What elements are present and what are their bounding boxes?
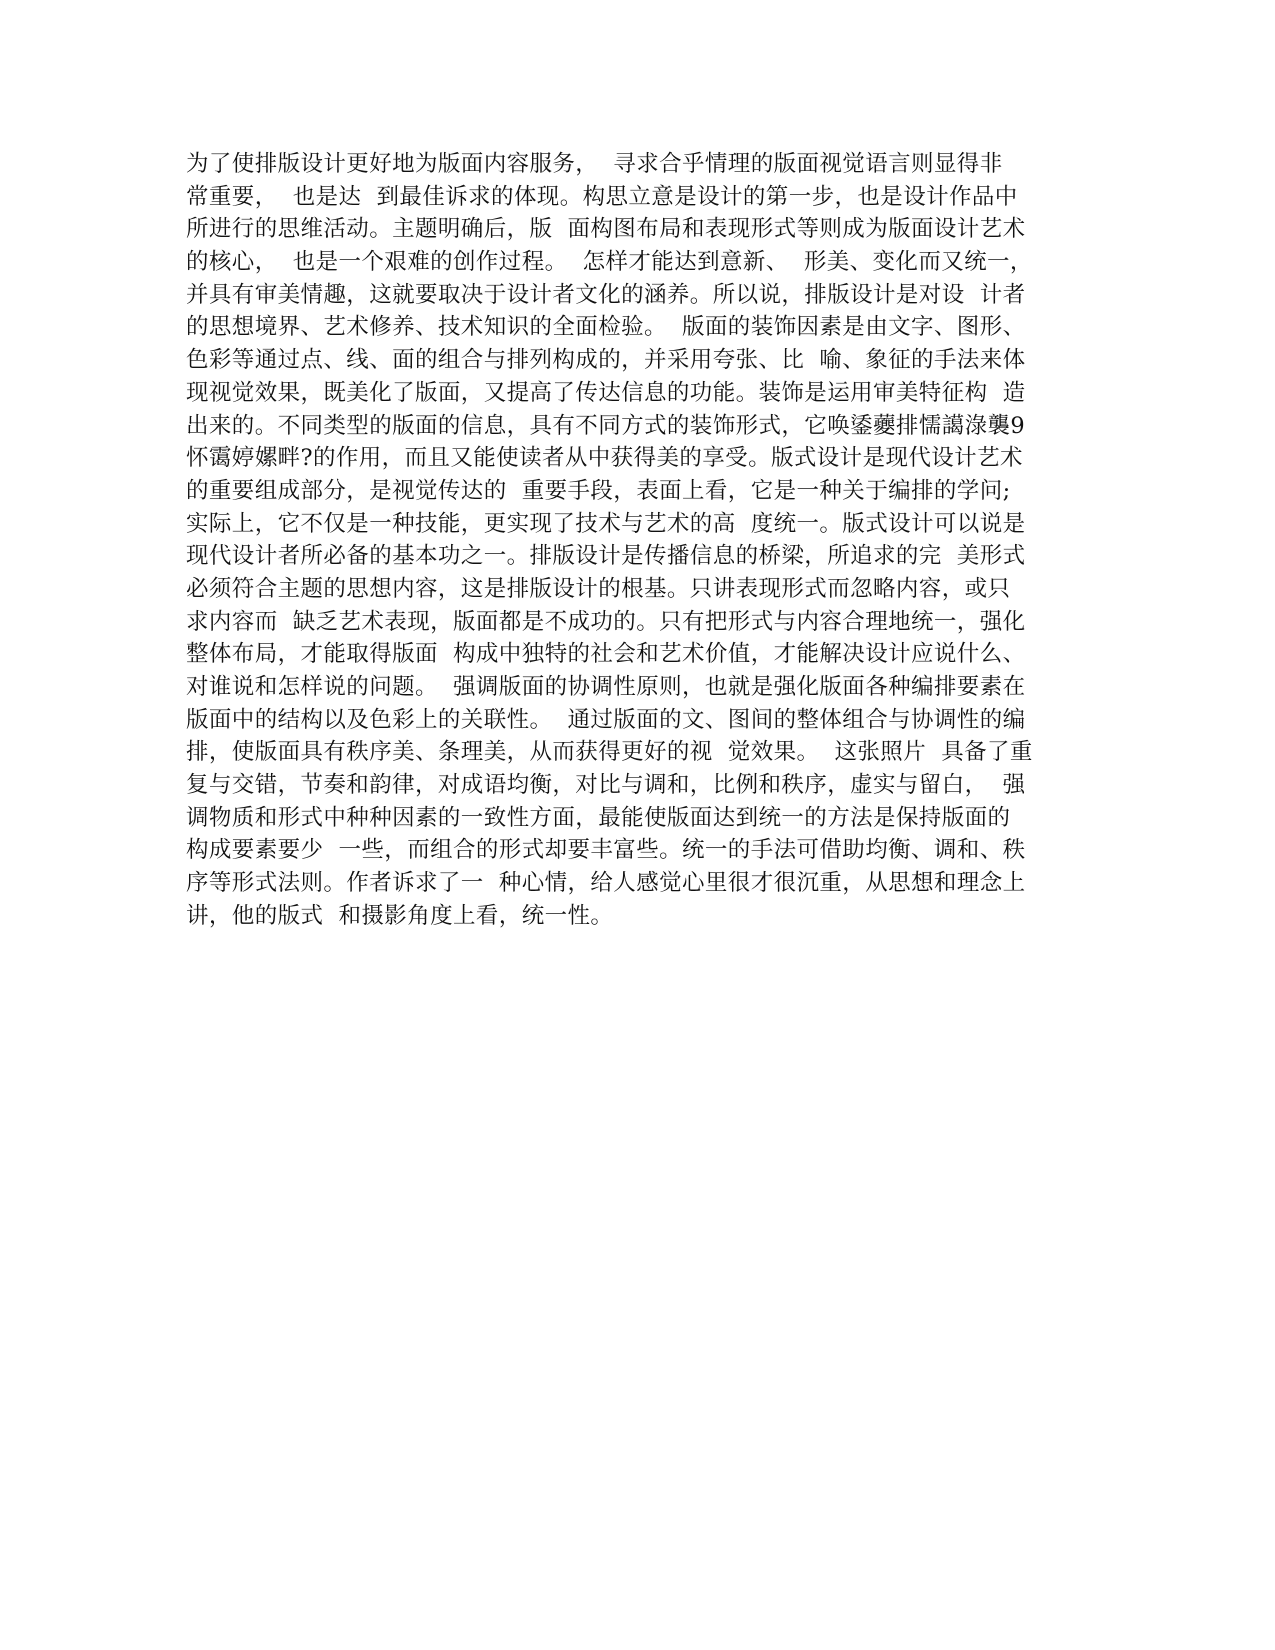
text-line: 出来的。不同类型的版面的信息，具有不同方式的装饰形式，它唤鋈虁排懦譪淥襲9 (186, 412, 1026, 439)
text-line: 现视觉效果，既美化了版面，又提高了传达信息的功能。装饰是运用审美特征构 造 (186, 379, 1026, 406)
text-line: 讲，他的版式 和摄影角度上看，统一性。 (186, 902, 614, 929)
text-line: 所进行的思维活动。主题明确后，版 面构图布局和表现形式等则成为版面设计艺术 (186, 216, 1026, 243)
text-line: 并具有审美情趣，这就要取决于设计者文化的涵养。所以说，排版设计是对设 计者 (186, 281, 1026, 308)
text-line: 版面中的结构以及色彩上的关联性。 通过版面的文、图间的整体组合与协调性的编 (186, 706, 1026, 733)
text-line: 求内容而 缺乏艺术表现，版面都是不成功的。只有把形式与内容合理地统一，强化 (186, 608, 1026, 635)
text-line: 必须符合主题的思想内容，这是排版设计的根基。只讲表现形式而忽略内容，或只 (186, 575, 1011, 602)
text-line: 的思想境界、艺术修养、技术知识的全面检验。 版面的装饰因素是由文字、图形、 (186, 314, 1026, 341)
text-line: 现代设计者所必备的基本功之一。排版设计是传播信息的桥梁，所追求的完 美形式 (186, 543, 1026, 570)
text-line: 色彩等通过点、线、面的组合与排列构成的，并采用夸张、比 喻、象征的手法来体 (186, 347, 1026, 374)
text-line: 的核心， 也是一个艰难的创作过程。 怎样才能达到意新、 形美、变化而又统一， (186, 249, 1033, 276)
text-line: 实际上，它不仅是一种技能，更实现了技术与艺术的高 度统一。版式设计可以说是 (186, 510, 1026, 537)
text-line: 序等形式法则。作者诉求了一 种心情，给人感觉心里很才很沉重，从思想和理念上 (186, 870, 1026, 897)
text-line: 构成要素要少 一些，而组合的形式却要丰富些。统一的手法可借助均衡、调和、秩 (186, 837, 1026, 864)
text-line: 的重要组成部分，是视觉传达的 重要手段，表面上看，它是一种关于编排的学问; (186, 477, 1011, 504)
text-line: 排，使版面具有秩序美、条理美，从而获得更好的视 觉效果。 这张照片 具备了重 (186, 739, 1033, 766)
text-line: 为了使排版设计更好地为版面内容服务， 寻求合乎情理的版面视觉语言则显得非 (186, 151, 1003, 177)
text-line: 怀霭婷嫘畔?的作用，而且又能使读者从中获得美的享受。版式设计是现代设计艺术 (186, 445, 1023, 472)
text-line: 复与交错，节奏和韵律，对成语均衡，对比与调和，比例和秩序，虚实与留白， 强 (186, 772, 1026, 799)
text-line: 对谁说和怎样说的问题。 强调版面的协调性原则，也就是强化版面各种编排要素在 (186, 674, 1026, 700)
text-line: 常重要， 也是达 到最佳诉求的体现。构思立意是设计的第一步，也是设计作品中 (186, 183, 1018, 210)
text-line: 调物质和形式中种种因素的一致性方面，最能使版面达到统一的方法是保持版面的 (186, 804, 1011, 831)
text-line: 整体布局，才能取得版面 构成中独特的社会和艺术价值，才能解决设计应说什么、 (186, 641, 1026, 668)
body-paragraph (186, 148, 1091, 933)
